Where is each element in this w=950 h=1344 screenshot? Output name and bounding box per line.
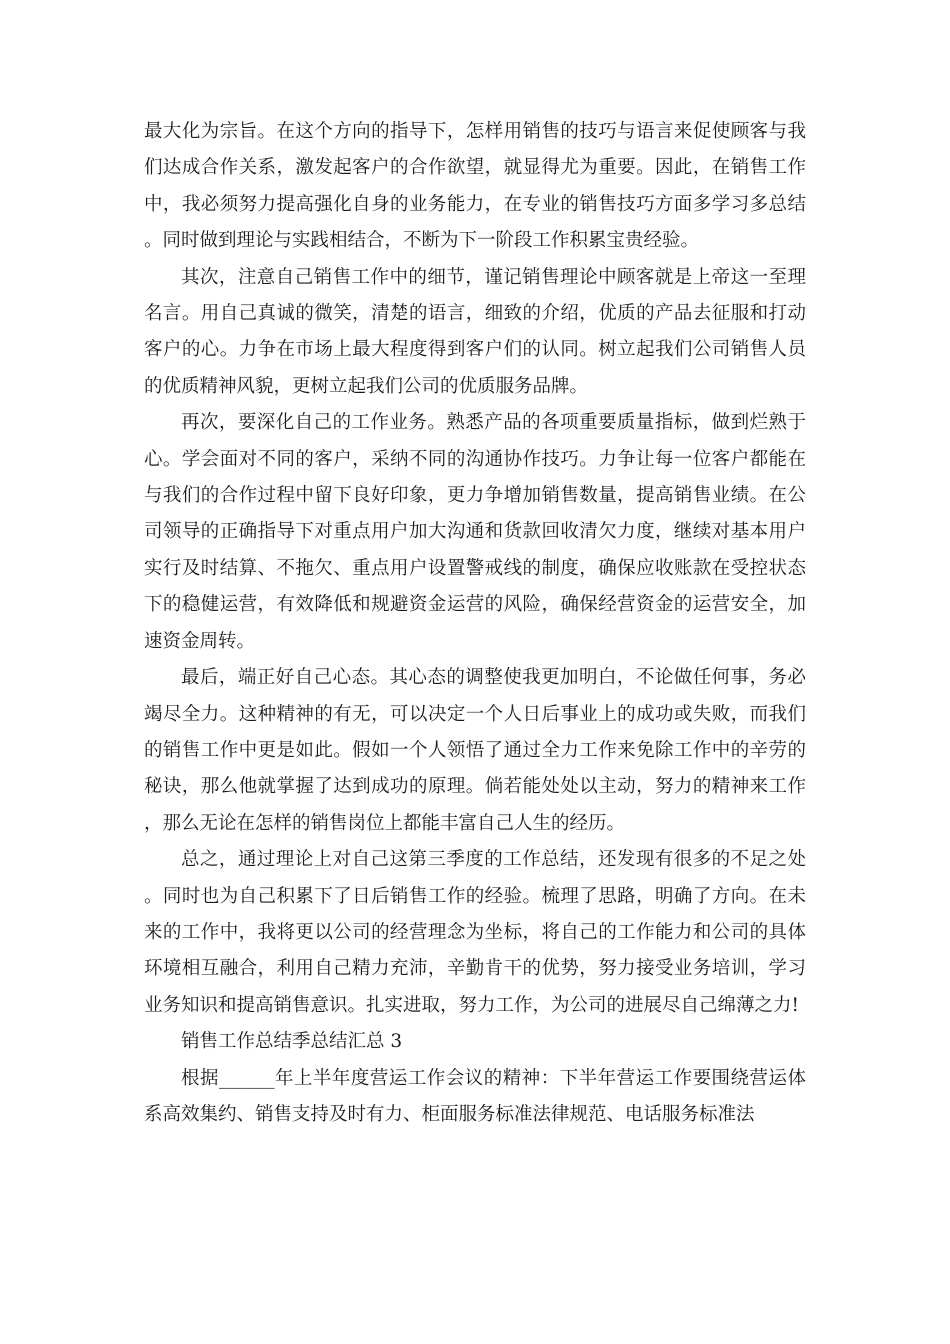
paragraph-conclusion: 总之，通过理论上对自己这第三季度的工作总结，还发现有很多的不足之处。同时也为自己积累下了日后销售工作的经验。梳理了思路，明确了方向。在未来的工作中，我将更以公司的经营理念为坐标，将自己的工作能力和公司的具体环境相互融合，利用自己精力充沛，辛勤肯干的优势，努力接受业务培训，学习业务知识和提高销售意识。扎实进取，努力工作，为公司的进展尽自己绵薄之力! (144, 849, 806, 1016)
paragraph-finally: 最后，端正好自己心态。其心态的调整使我更加明白，不论做任何事，务必竭尽全力。这种精神的有无，可以决定一个人日后事业上的成功或失败，而我们的销售工作中更是如此。假如一个人领悟了通过全力工作来免除工作中的辛劳的秘诀，那么他就掌握了达到成功的原理。倘若能处处以主动，努力的精神来工作，那么无论在怎样的销售岗位上都能丰富自己人生的经历。 (144, 667, 806, 834)
section-heading: 销售工作总结季总结汇总 3 (181, 1031, 403, 1053)
paragraph-thirdly: 再次，要深化自己的工作业务。熟悉产品的各项重要质量指标，做到烂熟于心。学会面对不同的客户，采纳不同的沟通协作技巧。力争让每一位客户都能在与我们的合作过程中留下良好印象，更力争增加销售数量，提高销售业绩。在公司领导的正确指导下对重点用户加大沟通和货款回收清欠力度，继续对基本用户实行及时结算、不拖欠、重点用户设置警戒线的制度，确保应收账款在受控状态下的稳健运营，有效降低和规避资金运营的风险，确保经营资金的运营安全，加速资金周转。 (144, 412, 806, 652)
paragraph-final: 根据______年上半年度营运工作会议的精神：下半年营运工作要围绕营运体系高效集约、销售支持及时有力、柜面服务标准法律规范、电话服务标准法 (144, 1067, 806, 1125)
paragraph-continuation: 最大化为宗旨。在这个方向的指导下，怎样用销售的技巧与语言来促使顾客与我们达成合作关系，激发起客户的合作欲望，就显得尤为重要。因此，在销售工作中，我必须努力提高强化自身的业务能力，在专业的销售技巧方面多学习多总结。同时做到理论与实践相结合，不断为下一阶段工作积累宝贵经验。 (144, 121, 806, 252)
document-body (144, 114, 806, 1133)
paragraph-secondly: 其次，注意自己销售工作中的细节，谨记销售理论中顾客就是上帝这一至理名言。用自己真诚的微笑，清楚的语言，细致的介绍，优质的产品去征服和打动客户的心。力争在市场上最大程度得到客户们的认同。树立起我们公司销售人员的优质精神风貌，更树立起我们公司的优质服务品牌。 (144, 266, 806, 397)
